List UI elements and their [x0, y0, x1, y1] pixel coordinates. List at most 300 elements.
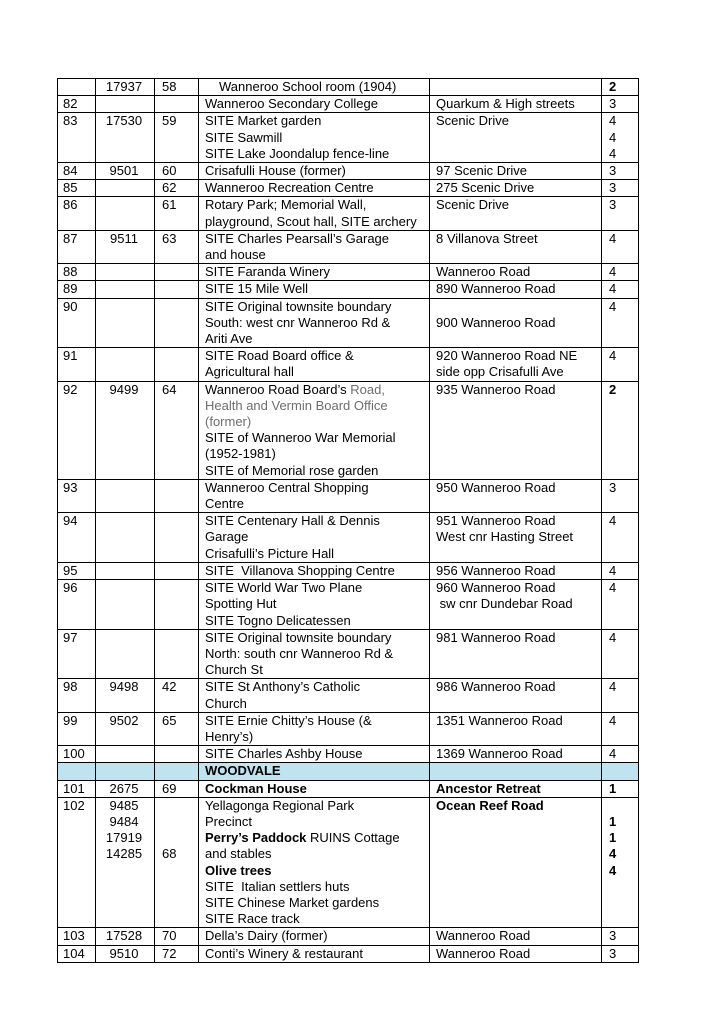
cell-line — [155, 264, 198, 280]
cell-line — [96, 299, 154, 315]
ref-number-cell — [155, 479, 199, 512]
cell-text: 1351 Wanneroo Road — [436, 712, 563, 728]
cell-text: Church St — [205, 662, 263, 678]
cell-line — [430, 713, 601, 729]
ref-number-cell — [155, 113, 199, 163]
ref-number-cell — [155, 79, 199, 96]
category-cell — [602, 230, 639, 263]
cell-line — [155, 580, 198, 596]
cell-text: 935 Wanneroo Road — [436, 381, 556, 397]
cell-line: 65 — [162, 712, 177, 728]
cell-line — [430, 798, 601, 814]
cell-line — [155, 814, 198, 830]
cell-line — [430, 96, 601, 112]
cell-line: 62 — [162, 180, 177, 196]
table-row — [58, 163, 639, 180]
place-id-cell — [96, 513, 155, 563]
cell-line — [602, 798, 638, 814]
cell-line — [199, 846, 429, 862]
cell-text: 4 — [609, 746, 617, 762]
cell-line: 98 — [63, 679, 78, 695]
cell-line — [155, 513, 198, 529]
cell-line: 93 — [63, 479, 78, 495]
cell-line — [199, 414, 429, 430]
cell-line — [430, 364, 601, 380]
cell-text: Scenic Drive — [436, 197, 509, 213]
place-name-cell — [199, 264, 430, 281]
cell-text: 890 Wanneroo Road — [436, 281, 556, 297]
cell-line — [199, 197, 429, 213]
category-cell — [602, 96, 639, 113]
cell-line — [602, 180, 638, 196]
address-cell — [430, 763, 602, 780]
cell-line: 91 — [63, 348, 78, 364]
address-cell — [430, 230, 602, 263]
cell-text: 3 — [609, 180, 617, 196]
cell-line — [199, 781, 429, 797]
cell-text: 1369 Wanneroo Road — [436, 746, 563, 762]
ref-number-cell — [155, 746, 199, 763]
cell-line — [602, 830, 638, 846]
cell-line — [430, 315, 601, 331]
table-row — [58, 381, 639, 479]
cell-text: 4 — [609, 629, 617, 645]
cell-text: SITE Race track — [205, 911, 300, 927]
place-id-cell — [96, 180, 155, 197]
cell-line: 9498 — [109, 679, 139, 695]
cell-line — [430, 596, 601, 612]
cell-text: Agricultural hall — [205, 364, 294, 380]
cell-line — [155, 798, 198, 814]
cell-line — [602, 746, 638, 762]
cell-line — [155, 96, 198, 112]
cell-line — [96, 197, 154, 213]
cell-line — [96, 580, 154, 596]
place-id-cell — [96, 381, 155, 479]
place-name-cell — [199, 180, 430, 197]
cell-line: 61 — [162, 197, 177, 213]
cell-text: SITE of Wanneroo War Memorial — [205, 430, 396, 446]
cell-text: SITE Market garden — [205, 113, 322, 129]
address-cell — [430, 479, 602, 512]
address-cell — [430, 79, 602, 96]
ref-number-cell — [155, 712, 199, 745]
cell-line — [199, 398, 429, 414]
cell-line: 92 — [63, 381, 78, 397]
address-cell — [430, 629, 602, 679]
cell-text: WOODVALE — [205, 763, 281, 779]
cell-line — [199, 348, 429, 364]
cell-line — [199, 879, 429, 895]
place-name-cell — [199, 629, 430, 679]
address-cell — [430, 780, 602, 797]
cell-text: Perry’s Paddock — [205, 830, 307, 846]
place-name-cell — [199, 780, 430, 797]
place-id-cell — [96, 629, 155, 679]
cell-line — [430, 630, 601, 646]
cell-line — [199, 281, 429, 297]
cell-text: Road, — [350, 381, 385, 397]
place-name-cell — [199, 763, 430, 780]
cell-text: Wanneroo Road Board’s — [205, 381, 351, 397]
category-cell — [602, 348, 639, 381]
place-id-cell — [96, 763, 155, 780]
cell-line — [96, 480, 154, 496]
cell-line — [96, 264, 154, 280]
cell-line — [199, 180, 429, 196]
cell-line — [602, 480, 638, 496]
cell-text: SITE World War Two Plane — [205, 580, 363, 596]
cell-text: Wanneroo Recreation Centre — [205, 180, 374, 196]
ref-number-cell — [155, 281, 199, 298]
cell-line: 68 — [162, 846, 177, 862]
place-name-cell — [199, 479, 430, 512]
cell-text: SITE Ernie Chitty’s House (& — [205, 712, 372, 728]
cell-line — [199, 529, 429, 545]
cell-line — [430, 180, 601, 196]
place-id-cell — [96, 797, 155, 928]
cell-line — [155, 299, 198, 315]
cell-line — [430, 513, 601, 529]
cell-text: 960 Wanneroo Road — [436, 580, 556, 596]
cell-line: 9501 — [109, 163, 139, 179]
address-cell — [430, 945, 602, 962]
category-cell — [602, 629, 639, 679]
cell-text: SITE Lake Joondalup fence-line — [205, 145, 390, 161]
cell-line — [199, 646, 429, 662]
cell-line — [96, 630, 154, 646]
cell-line — [199, 382, 429, 398]
place-id-cell — [96, 562, 155, 579]
address-cell — [430, 348, 602, 381]
row-number-cell — [58, 763, 96, 780]
cell-text: (1952-1981) — [205, 446, 276, 462]
place-id-cell — [96, 479, 155, 512]
cell-line: 17937 — [105, 79, 143, 94]
row-number-cell — [58, 113, 96, 163]
cell-line — [155, 480, 198, 496]
cell-line: 17528 — [105, 928, 143, 944]
cell-line — [155, 563, 198, 579]
cell-line — [602, 79, 638, 95]
place-id-cell — [96, 230, 155, 263]
cell-line — [155, 830, 198, 846]
cell-text: SITE Togno Delicatessen — [205, 612, 351, 628]
cell-text: Wanneroo Road — [436, 264, 531, 280]
cell-line — [199, 679, 429, 695]
cell-text: Centre — [205, 496, 245, 512]
address-cell — [430, 298, 602, 348]
cell-line: 90 — [63, 298, 78, 314]
row-number-cell — [58, 562, 96, 579]
cell-text: 4 — [609, 513, 617, 529]
cell-text: Conti’s Winery & restaurant — [205, 945, 363, 961]
table-row — [58, 945, 639, 962]
address-cell — [430, 797, 602, 928]
cell-line — [430, 781, 601, 797]
cell-line: 60 — [162, 163, 177, 179]
cell-line: 103 — [63, 928, 85, 944]
ref-number-cell — [155, 298, 199, 348]
place-id-cell — [96, 928, 155, 945]
table-row — [58, 746, 639, 763]
cell-line — [199, 911, 429, 927]
cell-line — [199, 364, 429, 380]
ref-number-cell — [155, 580, 199, 630]
category-cell — [602, 264, 639, 281]
cell-line — [58, 763, 95, 779]
cell-text: SITE Charles Pearsall’s Garage — [205, 230, 390, 246]
cell-text: sw cnr Dundebar Road — [436, 596, 573, 612]
cell-text: 4 — [609, 113, 617, 129]
table-row — [58, 780, 639, 797]
cell-line — [96, 180, 154, 196]
cell-line: 100 — [63, 746, 85, 762]
cell-line — [199, 546, 429, 562]
cell-line — [199, 763, 429, 779]
row-number-cell — [58, 348, 96, 381]
cell-text: Olive trees — [205, 862, 272, 878]
cell-line — [602, 630, 638, 646]
cell-text: SITE St Anthony’s Catholic — [205, 679, 361, 695]
cell-line — [199, 895, 429, 911]
cell-line: 104 — [63, 945, 85, 961]
category-cell — [602, 928, 639, 945]
place-name-cell — [199, 79, 430, 96]
row-number-cell — [58, 381, 96, 479]
cell-line — [199, 863, 429, 879]
ref-number-cell — [155, 797, 199, 928]
cell-text: 4 — [609, 298, 617, 314]
cell-line — [199, 331, 429, 347]
cell-text: (former) — [205, 414, 252, 430]
cell-line: 14285 — [105, 846, 143, 862]
cell-line — [155, 630, 198, 646]
category-cell — [602, 945, 639, 962]
cell-text: Della’s Dairy (former) — [205, 928, 328, 944]
cell-text: Rotary Park; Memorial Wall, — [205, 197, 367, 213]
place-id-cell — [96, 113, 155, 163]
place-id-cell — [96, 298, 155, 348]
table-row — [58, 96, 639, 113]
cell-line — [199, 315, 429, 331]
cell-line: 9502 — [109, 712, 139, 728]
cell-line — [602, 231, 638, 247]
cell-line — [602, 197, 638, 213]
cell-text: 4 — [609, 846, 617, 862]
cell-line — [430, 529, 601, 545]
cell-text: 4 — [609, 580, 617, 596]
cell-line: 101 — [63, 780, 85, 796]
row-number-cell — [58, 780, 96, 797]
table-row — [58, 479, 639, 512]
cell-text: South: west cnr Wanneroo Rd & — [205, 314, 391, 330]
cell-text: and stables — [205, 846, 272, 862]
cell-line — [602, 713, 638, 729]
cell-text: Precinct — [205, 813, 252, 829]
category-cell — [602, 513, 639, 563]
row-number-cell — [58, 797, 96, 928]
table-row — [58, 562, 639, 579]
place-name-cell — [199, 797, 430, 928]
cell-line — [430, 679, 601, 695]
table-row — [58, 298, 639, 348]
cell-text: 3 — [609, 96, 617, 112]
cell-text: Wanneroo School room (1904) — [219, 79, 397, 94]
cell-text: 4 — [609, 230, 617, 246]
cell-line: 84 — [63, 163, 78, 179]
cell-text: Wanneroo Road — [436, 928, 531, 944]
cell-line — [96, 513, 154, 529]
heritage-table-body — [58, 79, 639, 963]
cell-line — [199, 563, 429, 579]
cell-text: Spotting Hut — [205, 596, 277, 612]
cell-text: North: south cnr Wanneroo Rd & — [205, 645, 394, 661]
address-cell — [430, 513, 602, 563]
cell-line — [199, 480, 429, 496]
address-cell — [430, 928, 602, 945]
address-cell — [430, 197, 602, 230]
cell-text: 4 — [609, 281, 617, 297]
place-id-cell — [96, 264, 155, 281]
cell-line — [199, 580, 429, 596]
cell-text: SITE Original townsite boundary — [205, 298, 392, 314]
table-row — [58, 797, 639, 928]
row-number-cell — [58, 163, 96, 180]
row-number-cell — [58, 928, 96, 945]
cell-line — [430, 113, 601, 129]
cell-line: 70 — [162, 928, 177, 944]
cell-text: Church — [205, 695, 247, 711]
cell-line: 9510 — [109, 945, 139, 961]
place-name-cell — [199, 113, 430, 163]
cell-text: SITE Centenary Hall & Dennis — [205, 513, 380, 529]
cell-line: 58 — [162, 79, 177, 94]
cell-text: SITE Chinese Market gardens — [205, 894, 380, 910]
cell-text: 920 Wanneroo Road NE — [436, 348, 578, 364]
category-cell — [602, 763, 639, 780]
place-id-cell — [96, 712, 155, 745]
cell-text: Wanneroo Road — [436, 945, 531, 961]
cell-line: 63 — [162, 230, 177, 246]
cell-text: Yellagonga Regional Park — [205, 797, 355, 813]
cell-line — [199, 231, 429, 247]
category-cell — [602, 163, 639, 180]
cell-text: Cockman House — [205, 780, 307, 796]
row-number-cell — [58, 230, 96, 263]
cell-line — [155, 746, 198, 762]
place-name-cell — [199, 298, 430, 348]
cell-line: 17530 — [105, 113, 143, 129]
cell-line: 94 — [63, 513, 78, 529]
cell-line — [430, 563, 601, 579]
cell-text: SITE Road Board office & — [205, 348, 354, 364]
place-name-cell — [199, 163, 430, 180]
cell-text: 2 — [609, 79, 617, 94]
category-cell — [602, 298, 639, 348]
cell-line — [199, 830, 429, 846]
row-number-cell — [58, 945, 96, 962]
table-row — [58, 197, 639, 230]
cell-line — [199, 446, 429, 462]
cell-line — [199, 814, 429, 830]
cell-line — [430, 746, 601, 762]
cell-text: Ancestor Retreat — [436, 780, 541, 796]
cell-line: 59 — [162, 113, 177, 129]
row-number-cell — [58, 712, 96, 745]
table-row — [58, 580, 639, 630]
cell-line — [430, 382, 601, 398]
cell-text: 4 — [609, 712, 617, 728]
cell-line — [602, 679, 638, 695]
row-number-cell — [58, 96, 96, 113]
category-cell — [602, 113, 639, 163]
row-number-cell — [58, 479, 96, 512]
table-row — [58, 712, 639, 745]
cell-text: 3 — [609, 197, 617, 213]
cell-text: 951 Wanneroo Road — [436, 513, 556, 529]
section-header-row — [58, 763, 639, 780]
cell-line — [199, 630, 429, 646]
cell-text: 956 Wanneroo Road — [436, 562, 556, 578]
cell-line: 9499 — [109, 381, 139, 397]
row-number-cell — [58, 180, 96, 197]
place-name-cell — [199, 230, 430, 263]
cell-line — [430, 348, 601, 364]
row-number-cell — [58, 746, 96, 763]
table-row — [58, 928, 639, 945]
row-number-cell — [58, 629, 96, 679]
category-cell — [602, 679, 639, 712]
place-name-cell — [199, 928, 430, 945]
cell-line: 9484 — [109, 813, 139, 829]
ref-number-cell — [155, 763, 199, 780]
ref-number-cell — [155, 96, 199, 113]
row-number-cell — [58, 580, 96, 630]
cell-line: 9511 — [110, 230, 138, 246]
table-row — [58, 513, 639, 563]
cell-line — [430, 197, 601, 213]
place-name-cell — [199, 197, 430, 230]
place-name-cell — [199, 381, 430, 479]
category-cell — [602, 79, 639, 96]
cell-text: 1 — [609, 830, 617, 846]
cell-line: 72 — [162, 945, 177, 961]
cell-text: 3 — [609, 945, 617, 961]
cell-line — [602, 348, 638, 364]
cell-line — [602, 814, 638, 830]
category-cell — [602, 381, 639, 479]
category-cell — [602, 580, 639, 630]
cell-line — [199, 79, 429, 95]
cell-line: 87 — [63, 230, 78, 246]
cell-line — [199, 513, 429, 529]
cell-line: 86 — [63, 197, 78, 213]
cell-line — [430, 281, 601, 297]
cell-text: SITE of Memorial rose garden — [205, 462, 379, 478]
cell-line — [199, 729, 429, 745]
cell-line — [430, 946, 601, 962]
cell-text: 4 — [609, 129, 617, 145]
category-cell — [602, 197, 639, 230]
place-id-cell — [96, 197, 155, 230]
ref-number-cell — [155, 180, 199, 197]
cell-line — [430, 480, 601, 496]
address-cell — [430, 180, 602, 197]
ref-number-cell — [155, 945, 199, 962]
cell-line — [199, 146, 429, 162]
cell-line — [602, 946, 638, 962]
